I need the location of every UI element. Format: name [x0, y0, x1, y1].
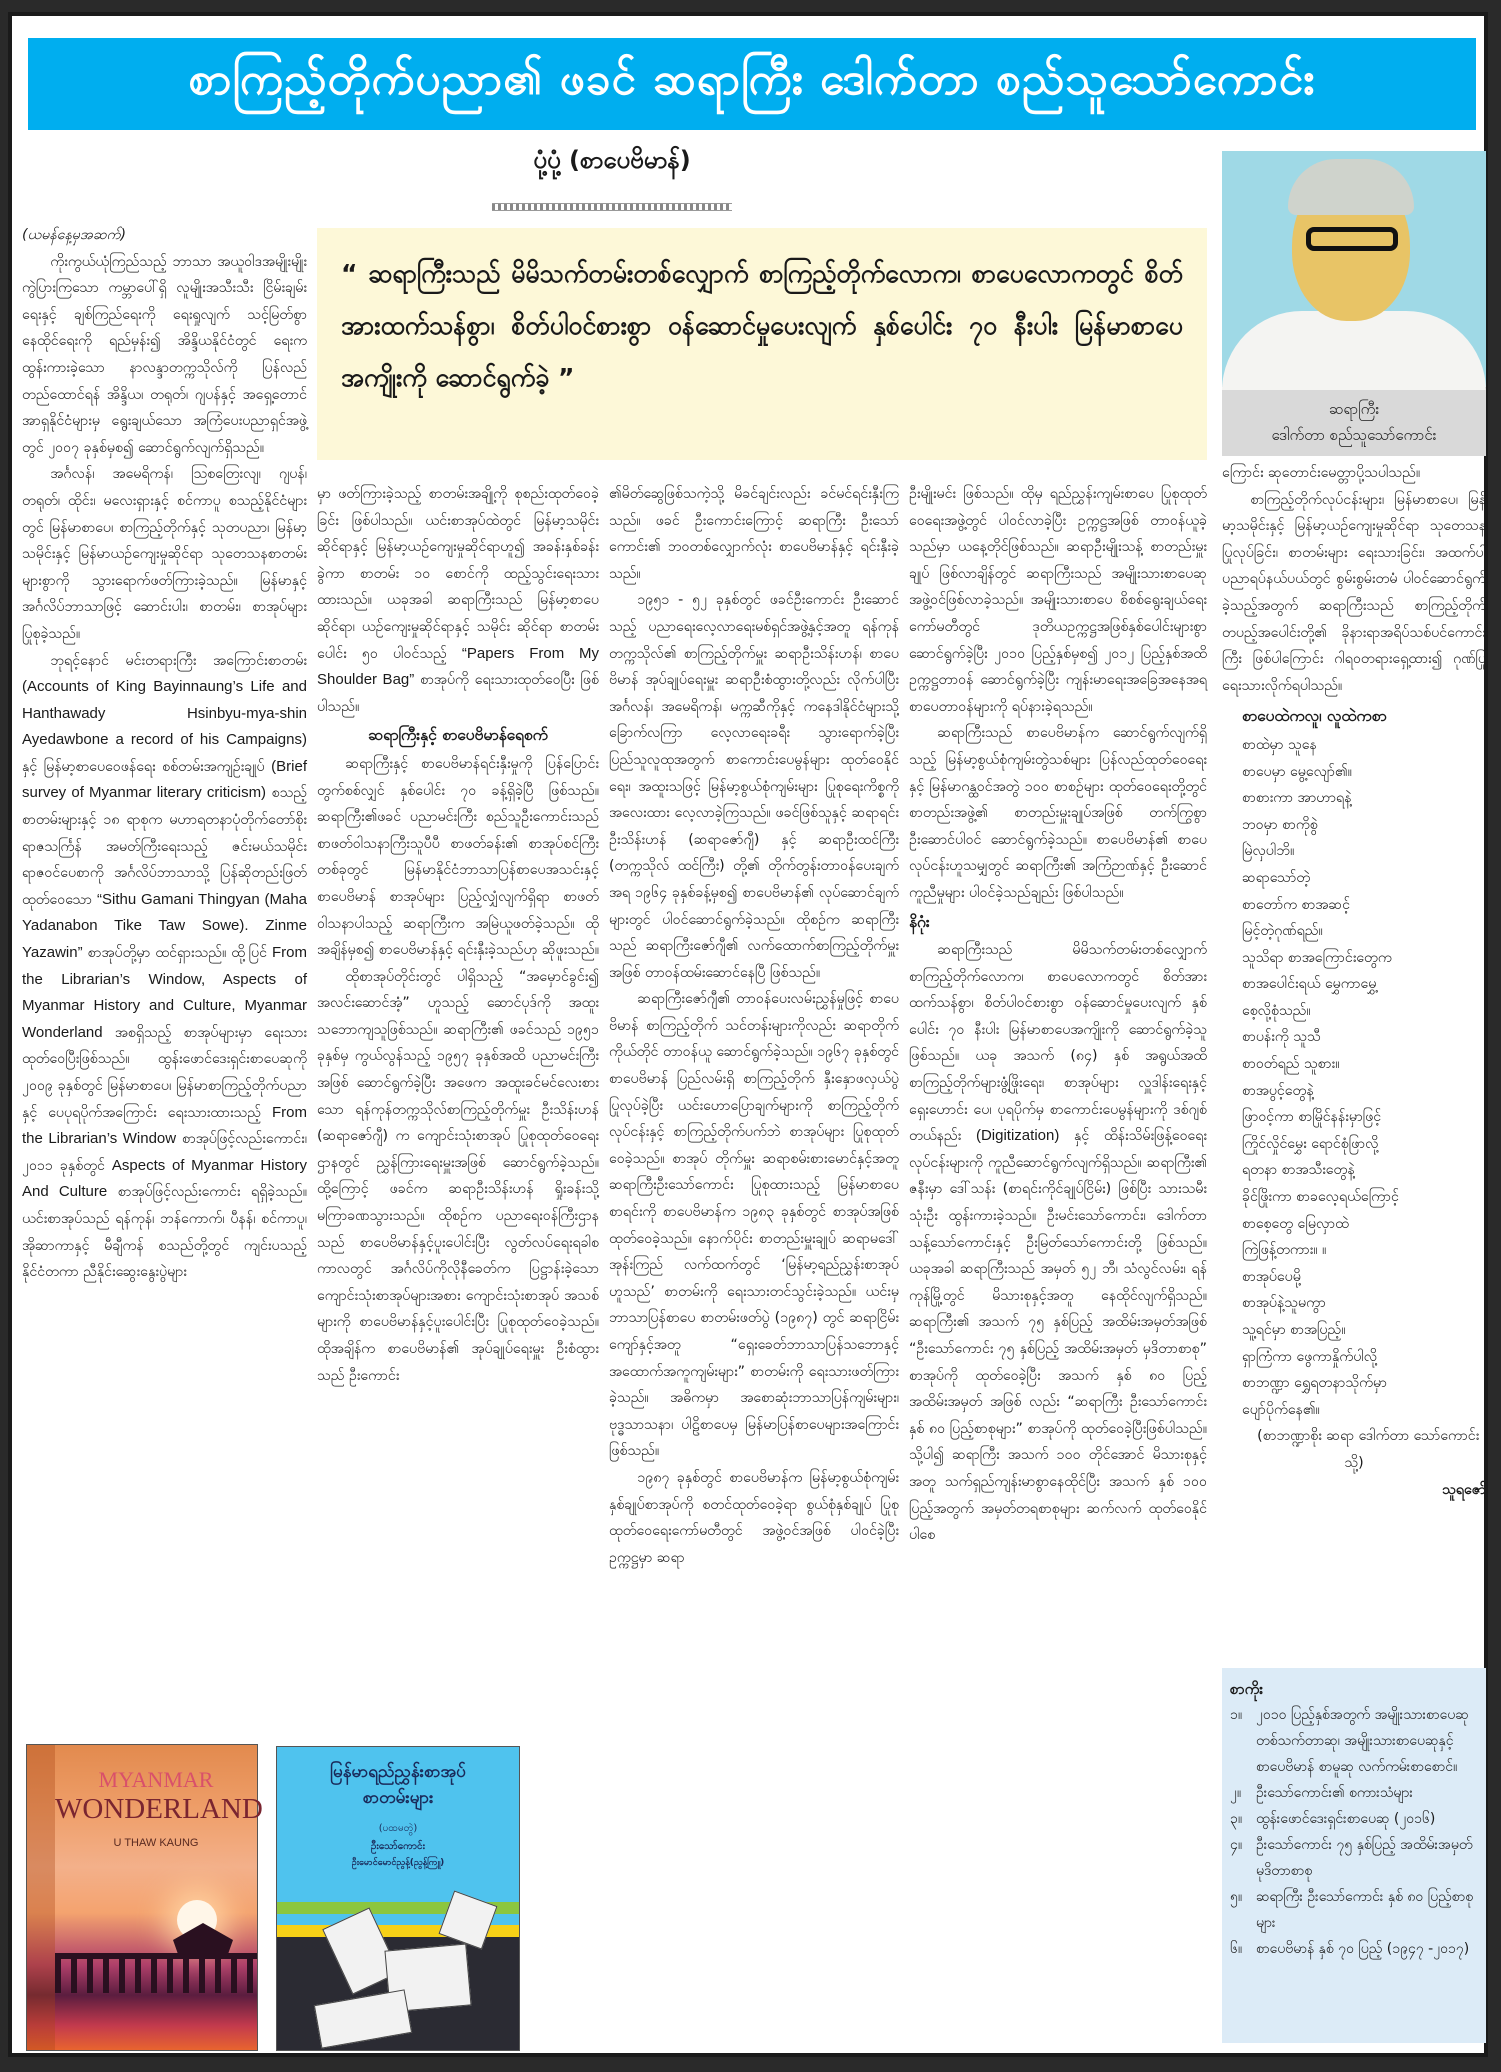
article-column-3: [609, 481, 899, 2046]
text-run: စာအုပ်ဖြင့်လည်းကောင်း ရရှိခဲ့သည်။ ယင်းစာအုပ်သည် ရန်ကုန်၊ ဘန်ကောက်၊ ပီနန်၊ စင်ကာပူ၊ အိုဆာကာနှင့် မီချီကန် စသည်တို့တွင် ကျင်းပသည့် နိုင်ငံတကာ ညီနိုင်းဆွေးနွေးပွဲများ: [22, 1184, 307, 1281]
title-banner: [28, 38, 1476, 130]
poem-line: ဖြာဝင့်ကာ စာမြိုင်နန်းမှာဖြင့်: [1242, 1109, 1382, 1126]
article-column-1: [22, 222, 307, 1682]
paragraph: ကိုးကွယ်ယုံကြည်သည့် ဘာသာ အယူဝါဒအမျိုးမျိုး ကွဲပြားကြသော ကမ္ဘာပေါ်ရှိ လူမျိုးအသီးသီး ငြိမ်းချမ်းရေးနှင့် ချစ်ကြည်ရေးကို ရေးရှုလျက် သင့်မြတ်စွာ နေထိုင်ရေးကို ရည်မှန်း၍ အိန္ဒိယနိုင်ငံတွင် ရေးက ထွန်းကားခဲ့သော နာလန္ဒာတက္ကသိုလ်ကို ပြန်လည်တည်ထောင်ရန် အိန္ဒိယ၊ တရုတ်၊ ဂျပန်နှင့် အရှေ့တောင်အာရှနိုင်ငံများမှ ရွေးချယ်သော အကြံပေးပညာရှင်အဖွဲ့တွင် ၂၀၀၇ ခုနှစ်မှစ၍ ဆောင်ရွက်လျက်ရှိသည်။: [22, 253, 307, 456]
poem-line: စာထဲမှာ သူနေ: [1242, 736, 1317, 753]
text-run: စာအုပ်တို့မှာ ထင်ရှားသည်။ ထို့ပြင်: [87, 945, 267, 962]
reference-text: ဆရာကြီး ဦးသော်ကောင်း နှစ် ၈၀ ပြည့်စာစုများ: [1256, 1889, 1474, 1931]
paragraph: ဆရာကြီးနှင့် စာပေဗိမာန်ရင်းနှီးမှုကို ပြန်ပြောင်းတွက်စစ်လျှင် နှစ်ပေါင်း ၇၀ ခန့်ရှိခဲ့ပြီ ဖြစ်သည်။ ဆရာကြီး၏ဖခင် ပညာမင်းကြီး စည်သူဦးကောင်းသည် စာဖတ်ဝါသနာကြီးသူပီပီ စာဖတ်ခန်း၏ စာအုပ်စင်ကြီးတစ်ခုတွင် မြန်မာနိုင်ငံဘာသာပြန်စာပေအသင်းနှင့် စာပေဗိမာန် စာအုပ်များ ပြည့်လျှံလျက်ရှိရာ စာဖတ်ဝါသနာပါသည့် ဆရာကြီးက အမြဲယူဖတ်ခဲ့သည်။ ထိုအချိန်မှစ၍ စာပေဗိမာန်နှင့် ရင်းနှီးခဲ့သည်ဟု ဆိုဖူးသည်။: [317, 755, 600, 959]
poem-line: ရှာကြံကာ ဖွေကာနှိုက်ပါလို့: [1242, 1348, 1378, 1365]
book-title-line-2: စာတမ်းများ: [362, 1788, 434, 1808]
continued-label: (ယမန်နေ့မှအဆက်): [22, 227, 127, 243]
paragraph: ၏မိတ်ဆွေဖြစ်သကဲ့သို့ မိခင်ချင်းလည်း ခင်မင်ရင်းနှီးကြသည်။ ဖခင် ဦးကောင်းကြောင့် ဆရာကြီး ဦးသော်ကောင်း၏ ဘဝတစ်လျှောက်လုံး စာပေဗိမာန်နှင့် ရင်းနှီးခဲ့သည်။: [609, 486, 899, 582]
paragraph: [317, 481, 599, 720]
poem-line: စာဘဏ္ဍာ ရွှေရတနာသိုက်မှာ: [1242, 1375, 1387, 1392]
text-run: မှာ ဖတ်ကြားခဲ့သည့် စာတမ်းအချို့ကို စုစည်းထုတ်ဝေခဲ့ခြင်း ဖြစ်ပါသည်။ ယင်းစာအုပ်ထဲတွင် မြန်မာ့သမိုင်းဆိုင်ရာနှင့် မြန်မာ့ယဉ်ကျေးမှုဆိုင်ရာဟူ၍ အခန်းနှစ်ခန်းခွဲကာ စာတမ်း ၁၀ စောင်ကို ထည့်သွင်းရေးသားထားသည်။ ယခုအခါ ဆရာကြီးသည် မြန်မာ့စာပေ ဆိုင်ရာ၊ ယဉ်ကျေးမှုဆိုင်ရာနှင့် သမိုင်း ဆိုင်ရာ စာတမ်းပေါင်း ၅၀ ပါဝင်သည့်: [317, 486, 599, 662]
book-title-line-1: မြန်မာရည်ညွှန်းစာအုပ်: [330, 1762, 466, 1782]
poem-line: ခိုင်ဖြိုးကာ စာခလေ့ရယ်ကြောင့်: [1242, 1189, 1399, 1206]
article-column-4: [909, 481, 1207, 2046]
poem-line: ဘဝမှာ စာကိုစွဲ: [1242, 816, 1318, 833]
reference-text: ဦးသော်ကောင်း ၇၅ နှစ်ပြည့် အထိမ်းအမှတ် မုဒိတာစာစု: [1256, 1837, 1473, 1879]
portrait-photo: [1222, 151, 1486, 387]
text-run: အစရှိသည့် စာအုပ်များမှာ ရေးသားထုတ်ဝေပြီးဖြစ်သည်။ ထွန်းဖောင်ဒေးရှင်းစာပေဆုကို ၂၀၀၉ ခုနှစ်တွင် မြန်မာစာပေ၊ မြန်မာစာကြည့်တိုက်ပညာနှင့် ပေပုရပိုက်အကြောင်း ရေးသားထားသည့်: [22, 1024, 308, 1121]
newspaper-page: [8, 12, 1488, 2057]
references-list: [1230, 1702, 1478, 1962]
caption-line-1: ဆရာကြီး: [1328, 400, 1380, 418]
book-spine: [27, 1745, 55, 2050]
text-run: စာအုပ်ဖြင့်လည်းကောင်း၊ ၂၀၁၁ ခုနှစ်တွင်: [22, 1131, 308, 1174]
section-heading: ဆရာကြီးနှင့် စာပေဗိမာန်ရေစက်: [368, 726, 548, 745]
references-title: စာကိုး: [1230, 1680, 1264, 1698]
byline: ပုံ့ပုံ့ (စာပေဗိမာန်): [533, 146, 691, 174]
poem: [1222, 732, 1486, 1423]
text-run: နှင့် မြန်မာ့စာပေဝေဖန်ရေး စစ်တမ်းအကျဉ်းချုပ်: [22, 758, 265, 775]
english-title: From the Librarian’s Window, Aspects of Myanmar History and Culture, Myanmar Wonderland: [22, 944, 307, 1041]
text-run: စသည့် စာတမ်းများနှင့် ၁၈ ရာစုက မဟာရတနာပုံတိုက်တော်စိုး ရာဇသင်္ကြန် အမတ်ကြီးရေးသည့် ဇင်းမယ်သမိုင်း ရာဇဝင်ပေစာကို အင်္ဂလိပ်ဘာသာသို့ ပြန်ဆိုတည်းဖြတ် ထုတ်ဝေသော: [22, 785, 308, 908]
reference-text: ဦးသော်ကောင်း၏ စကားသံများ: [1256, 1785, 1413, 1801]
reference-text: ၂၀၁၀ ပြည့်နှစ်အတွက် အမျိုးသားစာပေဆု တစ်သက်တာဆု၊ အမျိုးသားစာပေဆုနှင့်စာပေဗိမာန် စာမူဆု လက်ကမ်းစာစောင်။: [1256, 1707, 1469, 1775]
poem-title: စာပေထဲကလူ၊ လူထဲကစာ: [1242, 707, 1387, 726]
poem-line: စာဝတ်ရည် သူစား။: [1242, 1056, 1340, 1073]
article-column-2: [317, 481, 599, 1671]
poem-line: စာစေ့တွေ မြေလှာထဲ: [1242, 1215, 1349, 1232]
reference-number: ၆။: [1230, 1941, 1243, 1957]
english-title: Aspects of Myanmar History And Culture: [22, 1156, 307, 1201]
bridge-pillars: [55, 1957, 257, 1993]
reference-number: ၃။: [1230, 1811, 1243, 1827]
poem-dedication: (စာဘဏ္ဍာစိုး ဆရာ ဒေါက်တာ သော်ကောင်းသို့): [1257, 1428, 1480, 1471]
reference-item: [1230, 1806, 1478, 1832]
poem-line: ဆရာသော်တဲ့: [1242, 869, 1311, 886]
reference-number: ၄။: [1230, 1837, 1243, 1853]
english-title: “Sithu Gamani Thingyan (Maha Yadanabon Tike Taw Sowe). Zinme Yazawin”: [22, 890, 307, 962]
text-run: စာအုပ်ကို ရေးသားထုတ်ဝေပြီး ဖြစ်ပါသည်။: [317, 672, 599, 715]
poem-line: စာအပေါင်းရယ် မွှေကာမွှေ့: [1242, 976, 1377, 993]
poem-line: မြဲလှပါဘိ။: [1242, 843, 1295, 860]
reference-number: ၅။: [1230, 1889, 1243, 1905]
book-title-line-2: WONDERLAND: [55, 1793, 263, 1825]
poem-line: စာစားကာ အာဟာရနဲ့: [1242, 790, 1352, 807]
poem-line: ရတနာ စာအသီးတွေနဲ့: [1242, 1162, 1355, 1179]
poem-line: စာအပွင့်တွေနဲ့: [1242, 1082, 1314, 1099]
english-title: “Papers From My Shoulder Bag”: [317, 644, 599, 689]
reference-text: စာပေဗိမာန် နှစ် ၇၀ ပြည့် (၁၉၄၇ -၂၀၁၇): [1256, 1941, 1470, 1957]
text-run: ဆရာကြီးသည် မိမိသက်တမ်းတစ်လျှောက် စာကြည့်တိုက်လောက၊ စာပေလောကတွင် စိတ်အားထက်သန်စွာ၊ စိတ်ပါဝင်စားစွာ ဝန်ဆောင်မှုပေးလျက် နှစ်ပေါင်း ၇၀ နီးပါး မြန်မာစာပေအကျိုးကို ဆောင်ရွက်ခဲ့သူဖြစ်သည်။ ယခု အသက် (၈၄) နှစ် အရွယ်အထိ စာကြည့်တိုက်များဖွံ့ဖြိုးရေး၊ စာအုပ်များ လှူဒါန်းရေးနှင့် ရှေးဟောင်း ပေ၊ ပုရပိုက်မှ စာကောင်းပေမွန်များကို ဒစ်ဂျစ်တယ်နည်း: [909, 942, 1207, 1145]
paragraph: ဆရာကြီးသည် စာပေဗိမာန်က ဆောင်ရွက်လျက်ရှိသည့် မြန်မာ့စွယ်စုံကျမ်းတွဲသစ်များ ပြန်လည်ထုတ်ဝေရေးနှင့် မြန်မာဂန္ထဝင်အတွဲ ၁၀၀ စာစဉ်များ ထုတ်ဝေရေးတို့တွင် စာတည်းအဖွဲ့၏ စာတည်းမှူးချုပ်အဖြစ် တက်ကြွစွာ ဦးဆောင်ပါဝင် ဆောင်ရွက်ခဲ့သည်။ စာပေဗိမာန်၏ စာပေလုပ်ငန်းဟူသမျှတွင် ဆရာကြီး၏ အကြံဉာဏ်နှင့် ဦးဆောင်ကူညီမှုများ ပါဝင်ခဲ့သည်ချည်း ဖြစ်ပါသည်။: [909, 725, 1207, 901]
english-term: (Digitization): [975, 1127, 1060, 1145]
poem-line: စာတော်က စာအဆင့်: [1242, 896, 1350, 913]
paragraph: အင်္ဂလန်၊ အမေရိကန်၊ သြစတြေးလျ၊ ဂျပန်၊ တရုတ်၊ ထိုင်း၊ မလေးရှားနှင့် စင်ကာပူ စသည့်နိုင်ငံများတွင် မြန်မာစာပေ၊ စာကြည့်တိုက်နှင့် သုတပညာ၊ မြန်မာ့သမိုင်းနှင့် မြန်မာယဉ်ကျေးမှုဆိုင်ရာ သုတေသနစာတမ်းများစွာကို သွားရောက်ဖတ်ကြားခဲ့သည်။ မြန်မာနှင့် အင်္ဂလိပ်ဘာသာဖြင့် ဆောင်းပါး၊ စာတမ်း၊ စာအုပ်များ ပြုစုခဲ့သည်။: [22, 466, 307, 642]
book-volume: (ပထမတွဲ): [378, 1823, 418, 1834]
photo-glasses: [1306, 227, 1398, 251]
poem-line: စာအုပ်နဲ့သူမကွာ: [1242, 1295, 1326, 1312]
poem-line: စာပေမှာ မွေ့လျော်၏။: [1242, 763, 1352, 780]
references-box: [1222, 1668, 1486, 2043]
poem-line: ကြဲဖြန့်တကား။ ။: [1242, 1242, 1327, 1259]
poem-line: စာအုပ်ပေမို့: [1242, 1268, 1301, 1285]
article-column-5: [1222, 460, 1486, 1498]
book-cover-myanmar-reference-books: [276, 1746, 520, 2051]
caption-line-2: ဒေါက်တာ စည်သူသော်ကောင်း: [1271, 426, 1437, 444]
paragraph: ၁၉၅၁ - ၅၂ ခုနှစ်တွင် ဖခင်ဦးကောင်း ဦးဆောင်သည့် ပညာရေးလေ့လာရေးမစ်ရှင်အဖွဲ့နှင့်အတူ ရန်ကုန်တက္ကသိုလ်၏ စာကြည့်တိုက်မှူး ဆရာဦးသိန်းဟန်၊ စာပေဗိမာန် အုပ်ချုပ်ရေးမှူး ဆရာဦးစံထွားတို့လည်း လိုက်ပါပြီး အင်္ဂလန်၊ အမေရိကန်၊ မက္ကဆီကိုနှင့် ကနေဒါနိုင်ငံများသို့ ခြောက်လကြာ လေ့လာရေးခရီး သွားရောက်ခဲ့ပြီး ပြည်သူလူထုအတွက် စာကောင်းပေမွန်များ ထုတ်ဝေနိုင်ရေး၊ အထူးသဖြင့် မြန်မာ့စွယ်စုံကျမ်းများ ပြုစုရေးကိစ္စကို အလေးထား လေ့လာခဲ့ကြသည်။ ဖခင်ဖြစ်သူနှင့် ဆရာရင်း ဦးသိန်းဟန် (ဆရာဇော်ဂျီ) နှင့် ဆရာဦးထင်ကြီး (တက္ကသိုလ် ထင်ကြီး) တို့၏ တိုက်တွန်းတာဝန်ပေးချက်အရ ၁၉၆၄ ခုနှစ်ခန့်မှစ၍ စာပေဗိမာန်၏ လုပ်ဆောင်ချက်များတွင် ပါဝင်ဆောင်ရွက်ခဲ့သည်။ ထိုစဉ်က ဆရာကြီးသည် ဆရာကြီးဇော်ဂျီ၏ လက်ထောက်စာကြည့်တိုက်မှူးအဖြစ် တာဝန်ထမ်းဆောင်နေပြီ ဖြစ်သည်။: [609, 592, 899, 981]
reference-item: [1230, 1936, 1478, 1962]
reference-text: ထွန်းဖောင်ဒေးရှင်းစာပေဆု (၂၀၁၆): [1256, 1811, 1436, 1827]
paragraph: ဦးမျိုးမင်း ဖြစ်သည်။ ထိုမှ ရည်ညွှန်းကျမ်းစာပေ ပြုစုထုတ်ဝေရေးအဖွဲ့တွင် ပါဝင်လာခဲ့ပြီး ဥက္ကဋ္ဌအဖြစ် တာဝန်ယူခဲ့သည်မှာ ယနေ့တိုင်ဖြစ်သည်။ ဆရာဦးမျိုးသန့် စာတည်းမှူးချုပ် ဖြစ်လာချိန်တွင် ဆရာကြီးသည် အမျိုးသားစာပေဆုအဖွဲ့ဝင်ဖြစ်လာခဲ့သည်။ အမျိုးသားစာပေ စိစစ်ရွေးချယ်ရေးကော်မတီတွင် ဒုတိယဥက္ကဋ္ဌအဖြစ်နှစ်ပေါင်းများစွာ ဆောင်ရွက်ခဲ့ပြီး ၂၀၁၀ ပြည့်နှစ်မှစ၍ ၂၀၁၂ ပြည့်နှစ်အထိ ဥက္ကဋ္ဌတာဝန် ဆောင်ရွက်ခဲ့ပြီး ကျန်းမာရေးအခြေအနေအရ စာပေတာဝန်များကို ရပ်နားခဲ့ရသည်။: [909, 486, 1207, 715]
text-run: နှင့် ထိန်းသိမ်းဖြန့်ဝေရေးလုပ်ငန်းများကို ကူညီဆောင်ရွက်လျက်ရှိသည်။ ဆရာကြီး၏ ဇနီးမှာ ဒေါ်သန်း (စာရင်းကိုင်ချုပ်ငြိမ်း) ဖြစ်ပြီး သားသမီး သုံးဦး ထွန်းကားခဲ့သည်။ ဦးမင်းသော်ကောင်း၊ ဒေါက်တာသန့်သော်ကောင်းနှင့် ဦးမြတ်သော်ကောင်းတို့ ဖြစ်သည်။ ယခုအခါ ဆရာကြီးသည် အမှတ် ၅၂ ဘီ၊ သံလွင်လမ်း၊ ရန်ကုန်မြို့တွင် မိသားစုနှင့်အတူ နေထိုင်လျက်ရှိသည်။ ဆရာကြီး၏ အသက် ၇၅ နှစ်ပြည့် အထိမ်းအမှတ်အဖြစ် “ဦးသော်ကောင်း ၇၅ နှစ်ပြည့် အထိမ်းအမှတ် မှဒိတာစာစု” စာအုပ်ကို ထုတ်ဝေခဲ့ပြီး အသက် နှစ် ၈၀ ပြည့်အထိမ်းအမှတ် အဖြစ် လည်း “ဆရာကြီး ဦးသော်ကောင်း နှစ် ၈၀ ပြည့်စာစုများ” စာအုပ်ကို ထုတ်ဝေခဲ့ပြီးဖြစ်ပါသည်။ သို့ပါ၍ ဆရာကြီး အသက် ၁၀၀ တိုင်အောင် မိသားစုနှင့်အတူ သက်ရှည်ကျန်းမာစွာနေထိုင်ပြီး အသက် နှစ် ၁၀၀ ပြည့်အတွက် အမှတ်တရစာစုများ ဆက်လက် ထုတ်ဝေနိုင်ပါစေ: [909, 1128, 1207, 1544]
book-title-line-1: MYANMAR: [98, 1767, 214, 1792]
paragraph: ၁၉၈၇ ခုနှစ်တွင် စာပေဗိမာန်က မြန်မာ့စွယ်စုံကျမ်း နှစ်ချုပ်စာအုပ်ကို စတင်ထုတ်ဝေခဲ့ရာ စွယ်စုံနှစ်ချုပ် ပြုစုထုတ်ဝေရေးကော်မတီတွင် အဖွဲ့ဝင်အဖြစ် ပါဝင်ခဲ့ပြီး ဥက္ကဋ္ဌမှာ ဆရာ: [609, 1469, 899, 1566]
paragraph: စာကြည့်တိုက်လုပ်ငန်းများ၊ မြန်မာစာပေ၊ မြန်မာ့သမိုင်းနှင့် မြန်မာ့ယဉ်ကျေးမှုဆိုင်ရာ သုတေသနပြုလုပ်ခြင်း၊ စာတမ်းများ ရေးသားခြင်း၊ အထက်ပါ ပညာရပ်နယ်ပယ်တွင် စွမ်းစွမ်းတမံ ပါဝင်ဆောင်ရွက်ခဲ့သည့်အတွက် ဆရာကြီးသည် စာကြည့်တိုက်တပည့်အပေါင်းတို့၏ ခိုနားရာအရိပ်သစ်ပင်ကောင်းကြီး ဖြစ်ပါကြောင်း ဂါရဝတရားရှေ့ထား၍ ဂုဏ်ပြုရေးသားလိုက်ရပါသည်။: [1222, 491, 1486, 694]
poem-line: စာပန်းကို သူသီ: [1242, 1029, 1321, 1046]
reference-item: [1230, 1832, 1478, 1884]
pull-quote: “ ဆရာကြီးသည် မိမိသက်တမ်းတစ်လျှောက် စာကြည့်တိုက်လောက၊ စာပေလောကတွင် စိတ်အားထက်သန်စွာ၊ စိတ်ပါဝင်စားစွာ ဝန်ဆောင်မှုပေးလျက် နှစ်ပေါင်း ၇၀ နီးပါး မြန်မာစာပေအကျိုးကို ဆောင်ရွက်ခဲ့ ”: [317, 228, 1207, 460]
photo-shirt: [1222, 311, 1486, 391]
paragraph: [22, 648, 307, 1286]
poem-line: ပျော်ပိုက်နေ၏။: [1242, 1401, 1320, 1418]
reference-number: ၁။: [1230, 1707, 1243, 1723]
poem-line: စေ့လို့စုံသည်။: [1242, 1002, 1311, 1019]
english-title: From the Librarian’s Window: [22, 1103, 307, 1148]
paragraph: ဆရာကြီးဇော်ဂျီ၏ တာဝန်ပေးလမ်းညွှန်မှုဖြင့် စာပေဗိမာန် စာကြည့်တိုက် သင်တန်းများကိုလည်း ဆရာတိုက်ကိုယ်တိုင် တာဝန်ယူ ဆောင်ရွက်ခဲ့သည်။ ၁၉၆၇ ခုနှစ်တွင် စာပေဗိမာန် ပြည်လမ်းရှိ စာကြည့်တိုက် နှီးနှောဖလှယ်ပွဲ ပြုလုပ်ခဲ့ပြီး ယင်းဟောပြောချက်များကို စာကြည့်တိုက်လုပ်ငန်းနှင့် စာကြည့်တိုက်ပက်ဘဲ စာအုပ်များ ပြုစုထုတ်ဝေခဲ့သည်။ စာအုပ် တိုက်မှူး ဆရာစမ်းစားမောင်နှင့်အတူ ဆရာကြီးဦးသော်ကောင်း ပြုစုထားသည့် မြန်မာစာပေစာရင်းကို စာပေဗိမာန်က ၁၉၈၃ ခုနှစ်တွင် စာအုပ်အဖြစ် ထုတ်ဝေခဲ့သည်။ နောက်ပိုင်း စာတည်းမှူးချုပ် ဆရာမဒေါ်အုန်းကြည် လက်ထက်တွင် ‘မြန်မာ့ရည်ညွှန်းစာအုပ်ဟူသည်’ စာတမ်းကို ရေးသားတင်သွင်းခဲ့သည်။ ယင်းမှ ဘာသာပြန်စာပေ စာတမ်းဖတ်ပွဲ (၁၉၈၇) တွင် ဆရာငြိမ်းကျော်နှင့်အတူ “ရှေးခေတ်ဘာသာပြန်သဘောနှင့် အထောက်အကူကျမ်းများ” စာတမ်းကို ရေးသားဖတ်ကြားခဲ့သည်။ အဓိကမှာ အစောဆုံးဘာသာပြန်ကျမ်းများ၊ ဗုဒ္ဓသာသနာ၊ ပါဠိစာပေမှ မြန်မာပြန်စာပေများအကြောင်း ဖြစ်သည်။: [609, 991, 899, 1460]
poem-line: သူ့ရင်မှာ စာအပြည့်။: [1242, 1322, 1346, 1338]
byline-ornament-divider: [492, 203, 732, 211]
book-author-2: ဦးမောင်မောင်ညွန့်(ညွန့်ကြူ): [351, 1858, 445, 1868]
paragraph: ထိုစာအုပ်တိုင်းတွင် ပါရှိသည့် “အမှောင်ခွင်း၍ အလင်းဆောင်အံ့” ဟူသည့် ဆောင်ပုဒ်ကို အထူးသဘောကျသူဖြစ်သည်။ ဆရာကြီး၏ ဖခင်သည် ၁၉၅၁ ခုနှစ်မှ ကွယ်လွန်သည့် ၁၉၅၇ ခုနှစ်အထိ ပညာမင်းကြီးအဖြစ် ဆောင်ရွက်ခဲ့ပြီး အဖေက အထူးခင်မင်လေးစားသော ရန်ကုန်တက္ကသိုလ်စာကြည့်တိုက်မှူး ဦးသိန်းဟန် (ဆရာဇော်ဂျီ) က ကျောင်းသုံးစာအုပ် ပြုစုထုတ်ဝေရေးဌာနတွင် ညွှန်ကြားရေးမှူးအဖြစ် ဆောင်ရွက်ခဲ့သည်။ ထို့ကြောင့် ဖခင်က ဆရာဦးသိန်းဟန် ရှိုးခန်းသို့ မကြာခဏသွားသည်။ ထိုစဉ်က ပညာရေးဝန်ကြီးဌာနသည် စာပေဗိမာန်နှင့်ပူးပေါင်းပြီး လွတ်လပ်ရေးရခါစ ကာလတွင် အင်္ဂလိပ်ကိုလိုနီခေတ်က ပြဋ္ဌာန်းခဲ့သော ကျောင်းသုံးစာအုပ်များအစား ကျောင်းသုံးစာအုပ် အသစ်များကို စာပေဗိမာန်နှင့်ပူးပေါင်းပြီး ပြုစုထုတ်ဝေခဲ့သည်။ ထိုအချိန်က စာပေဗိမာန်၏ အုပ်ချုပ်ရေးမှူး ဦးစံထွားသည် ဦးကောင်း: [317, 968, 599, 1384]
photo-caption: [1222, 390, 1486, 456]
poet-name: သူရဇော်: [1442, 1481, 1486, 1498]
poem-line: သူသိရာ စာအကြောင်းတွေက: [1242, 949, 1392, 966]
poem-line: ကြိုင်လှိုင်မွှေး ရောင်စုံဖြာလို့: [1242, 1135, 1379, 1152]
book-cover-myanmar-wonderland: [26, 1744, 263, 2051]
book-author-1: ဦးသော်ကောင်း: [370, 1841, 426, 1852]
reference-item: [1230, 1884, 1478, 1936]
poem-line: မြင့်တဲ့ဂုဏ်ရည်။: [1242, 923, 1323, 940]
book-author: U THAW KAUNG: [113, 1837, 199, 1849]
photo-hair: [1288, 159, 1414, 215]
paragraph: ကြောင်း ဆုတောင်းမေတ္တာပို့သပါသည်။: [1222, 465, 1421, 481]
paragraph: [909, 937, 1207, 1549]
english-title: (Brief survey of Myanmar literary criticism): [22, 757, 307, 802]
text-run: ဘုရင့်နောင် မင်းတရားကြီး အကြောင်းစာတမ်း: [50, 652, 307, 669]
article-title: စာကြည့်တိုက်ပညာ၏ ဖခင် ဆရာကြီး ဒေါက်တာ စည်သူသော်ကောင်း: [188, 54, 1316, 105]
reference-item: [1230, 1702, 1478, 1780]
english-title: (Accounts of King Bayinnaung’s Life and Hanthawady Hsinbyu-mya-shin Ayedawbone a record of his Campaigns): [22, 678, 307, 749]
reference-item: [1230, 1780, 1478, 1806]
reference-number: ၂။: [1230, 1785, 1242, 1801]
section-heading-conclusion: နိဂုံး: [909, 912, 930, 931]
